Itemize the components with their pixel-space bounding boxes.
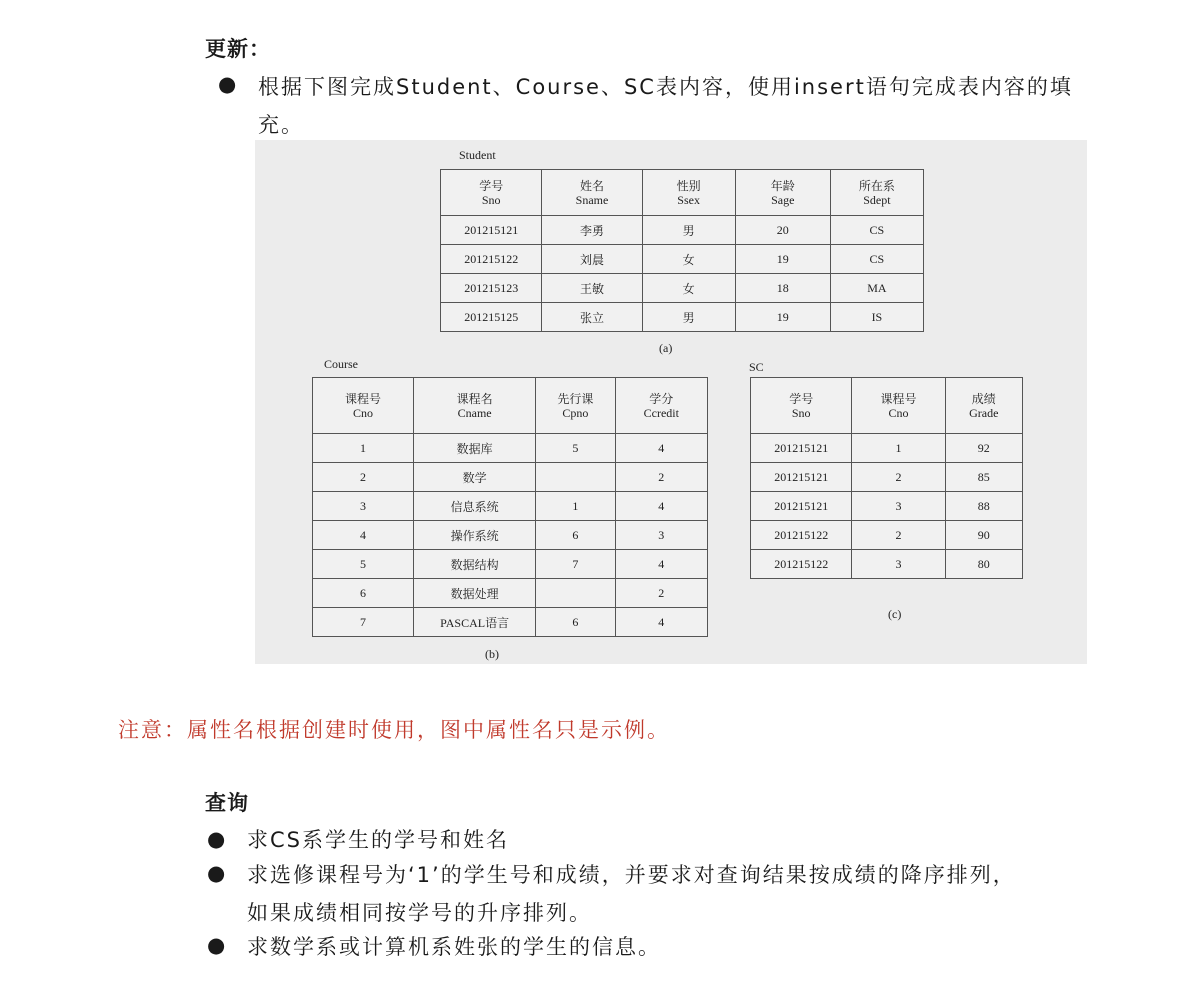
table-cell: 4 [615,608,707,637]
table-cell: 3 [615,521,707,550]
update-heading: 更新： [205,37,271,61]
table-cell: 19 [735,303,830,332]
course-header-cell [536,378,615,434]
table-cell [536,463,615,492]
table-cell: 4 [615,434,707,463]
table-cell: 操作系统 [414,521,536,550]
table-cell: 3 [852,492,945,521]
header-label: 学号 [479,178,504,193]
student-header-cell [441,170,542,216]
table-cell: 1 [852,434,945,463]
header-label: 课程号 [345,391,382,406]
table-cell: IS [830,303,923,332]
bullet-icon: ● [207,861,226,885]
table-cell: CS [830,245,923,274]
table-cell: 201215125 [441,303,542,332]
student-table-title: Student [459,148,496,162]
student-table [440,169,924,332]
sc-table-title: SC [749,360,764,374]
table-cell: CS [830,216,923,245]
table-cell: 1 [536,492,615,521]
table-cell: 男 [642,303,735,332]
table-cell: 刘晨 [542,245,642,274]
table-row [313,579,708,608]
update-instruction-line1: 根据下图完成Student、Course、SC表内容，使用insert语句完成表内容的填 [258,75,1073,99]
header-field-name: Sno [481,192,501,207]
bullet-icon: ● [207,827,226,851]
table-cell: 数学 [414,463,536,492]
header-label: 课程号 [880,391,917,406]
sc-header-cell [751,378,852,434]
course-table-caption: (b) [485,647,499,661]
table-cell: 3 [313,492,414,521]
header-label: 成绩 [971,391,996,406]
table-cell: 201215121 [441,216,542,245]
header-field-name: Grade [969,405,999,420]
table-cell: 2 [615,579,707,608]
table-cell: 张立 [542,303,642,332]
header-field-name: Cpno [562,405,589,420]
table-row [441,274,924,303]
header-label: 所在系 [858,178,895,193]
table-cell: 201215122 [751,521,852,550]
table-cell: 7 [536,550,615,579]
student-header-cell [642,170,735,216]
table-cell: 19 [735,245,830,274]
table-row [751,434,1023,463]
student-header-cell [735,170,830,216]
header-field-name: Ssex [677,192,700,207]
table-cell: 2 [852,463,945,492]
header-label: 姓名 [579,178,604,193]
table-cell: 2 [852,521,945,550]
header-field-name: Sno [791,405,811,420]
table-cell: 4 [313,521,414,550]
course-table-title: Course [324,357,358,371]
query-item-2-continued: 如果成绩相同按学号的升序排列。 [247,901,592,925]
header-label: 先行课 [557,391,594,406]
table-row [313,608,708,637]
table-cell: 20 [735,216,830,245]
table-row [751,492,1023,521]
bullet-icon: ● [207,933,226,957]
course-header-cell [615,378,707,434]
table-cell: 数据结构 [414,550,536,579]
sc-header-cell [945,378,1022,434]
table-cell: 3 [852,550,945,579]
table-cell: 7 [313,608,414,637]
query-item-3: 求数学系或计算机系姓张的学生的信息。 [247,935,661,959]
sc-table [750,377,1023,579]
table-cell: MA [830,274,923,303]
course-table [312,377,708,637]
table-cell: 88 [945,492,1022,521]
bullet-icon: ● [218,72,237,96]
table-cell: 王敏 [542,274,642,303]
table-row [441,245,924,274]
table-cell: 5 [536,434,615,463]
table-cell: 201215122 [751,550,852,579]
table-cell: 201215122 [441,245,542,274]
table-cell: 男 [642,216,735,245]
table-cell: 6 [536,608,615,637]
header-field-name: Ccredit [643,405,679,420]
table-cell: 201215121 [751,434,852,463]
table-cell: 2 [313,463,414,492]
student-header-cell [830,170,923,216]
update-instruction-line2: 充。 [258,113,304,137]
table-cell: PASCAL语言 [414,608,536,637]
header-label: 年龄 [770,178,795,193]
table-row [313,492,708,521]
attribute-name-note: 注意：属性名根据创建时使用，图中属性名只是示例。 [118,718,670,742]
header-field-name: Sdept [863,192,891,207]
header-field-name: Sname [575,192,609,207]
table-cell: 6 [536,521,615,550]
student-header-cell [542,170,642,216]
table-cell: 数据库 [414,434,536,463]
table-cell: 90 [945,521,1022,550]
header-label: 学号 [789,391,814,406]
header-field-name: Cno [888,405,909,420]
table-row [313,434,708,463]
sc-table-caption: (c) [888,607,902,621]
student-table-caption: (a) [659,341,673,355]
table-cell: 女 [642,274,735,303]
table-row [313,550,708,579]
table-cell [536,579,615,608]
table-cell: 85 [945,463,1022,492]
header-label: 课程名 [456,391,493,406]
table-cell: 李勇 [542,216,642,245]
header-label: 学分 [649,391,674,406]
table-cell: 1 [313,434,414,463]
table-row [313,463,708,492]
header-field-name: Sage [771,192,795,207]
table-cell: 201215123 [441,274,542,303]
query-item-1: 求CS系学生的学号和姓名 [247,828,509,852]
table-cell: 5 [313,550,414,579]
table-row [441,303,924,332]
table-row [751,521,1023,550]
sc-header-cell [852,378,945,434]
table-cell: 4 [615,492,707,521]
table-cell: 201215121 [751,463,852,492]
table-cell: 女 [642,245,735,274]
tables-figure [255,140,1087,664]
query-item-2: 求选修课程号为‘1’的学生号和成绩，并要求对查询结果按成绩的降序排列， [247,863,1016,887]
query-heading: 查询 [205,791,249,815]
header-label: 性别 [676,178,701,193]
table-cell: 6 [313,579,414,608]
table-cell: 201215121 [751,492,852,521]
table-cell: 92 [945,434,1022,463]
table-cell: 数据处理 [414,579,536,608]
header-field-name: Cno [353,405,374,420]
course-header-cell [313,378,414,434]
table-cell: 80 [945,550,1022,579]
header-field-name: Cname [457,405,492,420]
table-row [441,216,924,245]
table-row [313,521,708,550]
table-cell: 信息系统 [414,492,536,521]
course-header-cell [414,378,536,434]
table-cell: 2 [615,463,707,492]
table-row [751,550,1023,579]
table-cell: 4 [615,550,707,579]
table-cell: 18 [735,274,830,303]
table-row [751,463,1023,492]
